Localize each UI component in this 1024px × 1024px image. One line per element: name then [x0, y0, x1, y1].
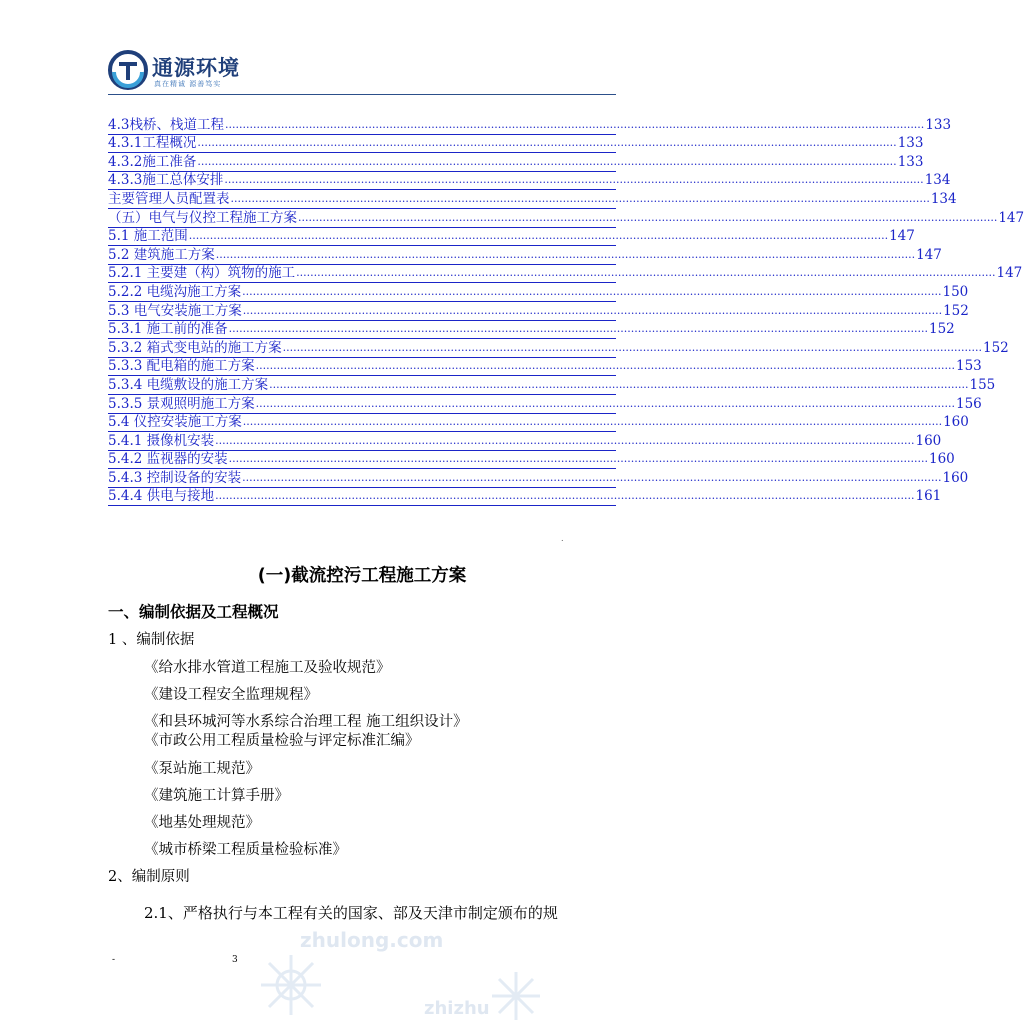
toc-entry-page: 147	[889, 228, 915, 245]
watermark-text: zhulong.com	[300, 928, 444, 952]
toc-leader-dots: ........................................................................................................................................................................................................	[269, 377, 969, 391]
toc-entry[interactable]	[108, 302, 969, 321]
paragraph-2-1: 2.1、严格执行与本工程有关的国家、部及天津市制定颁布的规	[144, 904, 558, 922]
watermark-snowflake-icon	[488, 968, 544, 1024]
basis-item: 《给水排水管道工程施工及验收规范》	[144, 660, 391, 676]
toc-entry[interactable]	[108, 358, 982, 377]
toc-entry-page: 152	[943, 302, 969, 319]
page-number: 3	[232, 955, 238, 965]
toc-entry-page: 156	[955, 395, 982, 412]
document-header	[108, 50, 616, 94]
toc-leader-dots: ........................................................................................................................................................................................................	[215, 489, 915, 503]
toc-entry-title: 5.3.1 施工前的准备	[108, 321, 228, 338]
toc-entry[interactable]	[108, 116, 952, 135]
basis-item: 《建设工程安全监理规程》	[144, 687, 318, 703]
toc-leader-dots: ........................................................................................................................................................................................................	[224, 117, 925, 131]
toc-entry[interactable]	[108, 190, 957, 209]
toc-entry-title: 5.2 建筑施工方案	[108, 246, 215, 263]
toc-entry[interactable]	[108, 376, 996, 395]
toc-leader-dots: ........................................................................................................................................................................................................	[230, 191, 930, 205]
toc-entry-title: 5.4.3 控制设备的安装	[108, 469, 242, 486]
toc-entry-title: 5.3.3 配电箱的施工方案	[108, 358, 255, 375]
sub-heading: 一、编制依据及工程概况	[108, 603, 279, 621]
toc-entry-page: 160	[943, 414, 969, 431]
toc-entry-page: 150	[942, 283, 969, 300]
toc-entry-title: 5.4.2 监视器的安装	[108, 451, 228, 468]
toc-leader-dots: ........................................................................................................................................................................................................	[215, 247, 916, 261]
toc-entry-title: 5.4.4 供电与接地	[108, 488, 215, 505]
header-divider	[108, 94, 616, 95]
toc-entry-page: 133	[925, 116, 952, 133]
toc-leader-dots: ........................................................................................................................................................................................................	[242, 284, 942, 298]
toc-entry-title: 5.3 电气安装施工方案	[108, 302, 242, 319]
toc-entry-title: 4.3.3施工总体安排	[108, 172, 224, 189]
toc-entry[interactable]	[108, 246, 942, 265]
basis-item: 《城市桥梁工程质量检验标准》	[144, 842, 347, 858]
toc-leader-dots: ........................................................................................................................................................................................................	[242, 470, 942, 484]
basis-item: 《市政公用工程质量检验与评定标准汇编》	[144, 733, 420, 749]
toc-entry-page: 155	[969, 376, 996, 393]
watermark-text-secondary: zhizhu	[424, 998, 490, 1019]
toc-entry-page: 133	[897, 135, 924, 152]
company-name: 通源环境	[152, 56, 240, 80]
toc-leader-dots: ........................................................................................................................................................................................................	[197, 136, 897, 150]
toc-leader-dots: ........................................................................................................................................................................................................	[242, 303, 943, 317]
toc-entry[interactable]	[108, 395, 982, 414]
toc-entry-title: 5.2.1 主要建（构）筑物的施工	[108, 265, 296, 282]
stray-mark: .	[561, 534, 564, 543]
toc-entry-title: 5.3.5 景观照明施工方案	[108, 395, 255, 412]
toc-entry-page: 147	[996, 265, 1023, 282]
toc-entry-title: 4.3.1工程概况	[108, 135, 197, 152]
toc-leader-dots: ........................................................................................................................................................................................................	[228, 452, 928, 466]
toc-entry-page: 160	[928, 451, 955, 468]
toc-entry[interactable]	[108, 488, 942, 507]
toc-entry-title: 主要管理人员配置表	[108, 190, 230, 207]
toc-entry[interactable]	[108, 209, 1024, 228]
toc-entry-title: （五）电气与仪控工程施工方案	[108, 209, 297, 226]
toc-entry-page: 134	[924, 172, 951, 189]
toc-entry-title: 5.3.2 箱式变电站的施工方案	[108, 339, 282, 356]
company-slogan: 真在精诚 源善笃实	[154, 80, 222, 88]
toc-entry-title: 5.4 仪控安装施工方案	[108, 414, 242, 431]
toc-leader-dots: ........................................................................................................................................................................................................	[228, 322, 928, 336]
toc-leader-dots: ........................................................................................................................................................................................................	[242, 415, 943, 429]
toc-leader-dots: ........................................................................................................................................................................................................	[188, 229, 889, 243]
toc-entry-page: 153	[955, 358, 982, 375]
basis-item: 《泵站施工规范》	[144, 761, 260, 777]
table-of-contents	[108, 116, 1024, 506]
toc-entry[interactable]	[108, 228, 915, 247]
toc-entry-page: 160	[915, 432, 942, 449]
toc-entry[interactable]	[108, 135, 924, 154]
toc-entry-page: 133	[897, 153, 924, 170]
toc-entry-page: 147	[998, 209, 1024, 226]
basis-item: 《建筑施工计算手册》	[144, 788, 289, 804]
toc-leader-dots: ........................................................................................................................................................................................................	[224, 173, 924, 187]
toc-leader-dots: ........................................................................................................................................................................................................	[296, 266, 996, 280]
toc-leader-dots: ........................................................................................................................................................................................................	[255, 359, 955, 373]
item2-heading: 2、编制原则	[108, 869, 190, 885]
toc-leader-dots: ........................................................................................................................................................................................................	[298, 210, 998, 224]
toc-leader-dots: ........................................................................................................................................................................................................	[282, 340, 982, 354]
toc-leader-dots: ........................................................................................................................................................................................................	[255, 396, 955, 410]
basis-item: 《地基处理规范》	[144, 815, 260, 831]
toc-entry[interactable]	[108, 153, 924, 172]
toc-entry[interactable]	[108, 283, 969, 302]
toc-entry-title: 4.3栈桥、栈道工程	[108, 116, 224, 133]
item1-heading: 1 、编制依据	[108, 632, 195, 648]
toc-entry[interactable]	[108, 172, 951, 191]
toc-entry-title: 5.1 施工范围	[108, 228, 188, 245]
toc-entry[interactable]	[108, 451, 955, 470]
toc-entry-page: 160	[942, 469, 969, 486]
watermark-snowflake-icon	[256, 950, 326, 1020]
toc-leader-dots: ........................................................................................................................................................................................................	[197, 154, 897, 168]
toc-entry-title: 5.3.4 电缆敷设的施工方案	[108, 376, 269, 393]
section-title: (一)截流控污工程施工方案	[257, 566, 467, 586]
toc-entry-page: 134	[930, 190, 957, 207]
toc-entry-title: 5.4.1 摄像机安装	[108, 432, 215, 449]
toc-entry-title: 4.3.2施工准备	[108, 153, 197, 170]
toc-entry-page: 161	[915, 488, 942, 505]
toc-leader-dots: ........................................................................................................................................................................................................	[215, 433, 915, 447]
toc-entry-page: 147	[916, 246, 942, 263]
toc-entry[interactable]	[108, 321, 955, 340]
company-logo-icon	[108, 50, 148, 90]
toc-entry-title: 5.2.2 电缆沟施工方案	[108, 283, 242, 300]
toc-entry[interactable]	[108, 265, 1023, 284]
footer-dash: -	[112, 955, 116, 965]
basis-item: 《和县环城河等水系综合治理工程 施工组织设计》	[144, 714, 468, 730]
toc-entry[interactable]	[108, 339, 1009, 358]
toc-entry[interactable]	[108, 469, 969, 488]
toc-entry-page: 152	[928, 321, 955, 338]
toc-entry[interactable]	[108, 414, 969, 433]
toc-entry[interactable]	[108, 432, 942, 451]
toc-entry-page: 152	[982, 339, 1009, 356]
